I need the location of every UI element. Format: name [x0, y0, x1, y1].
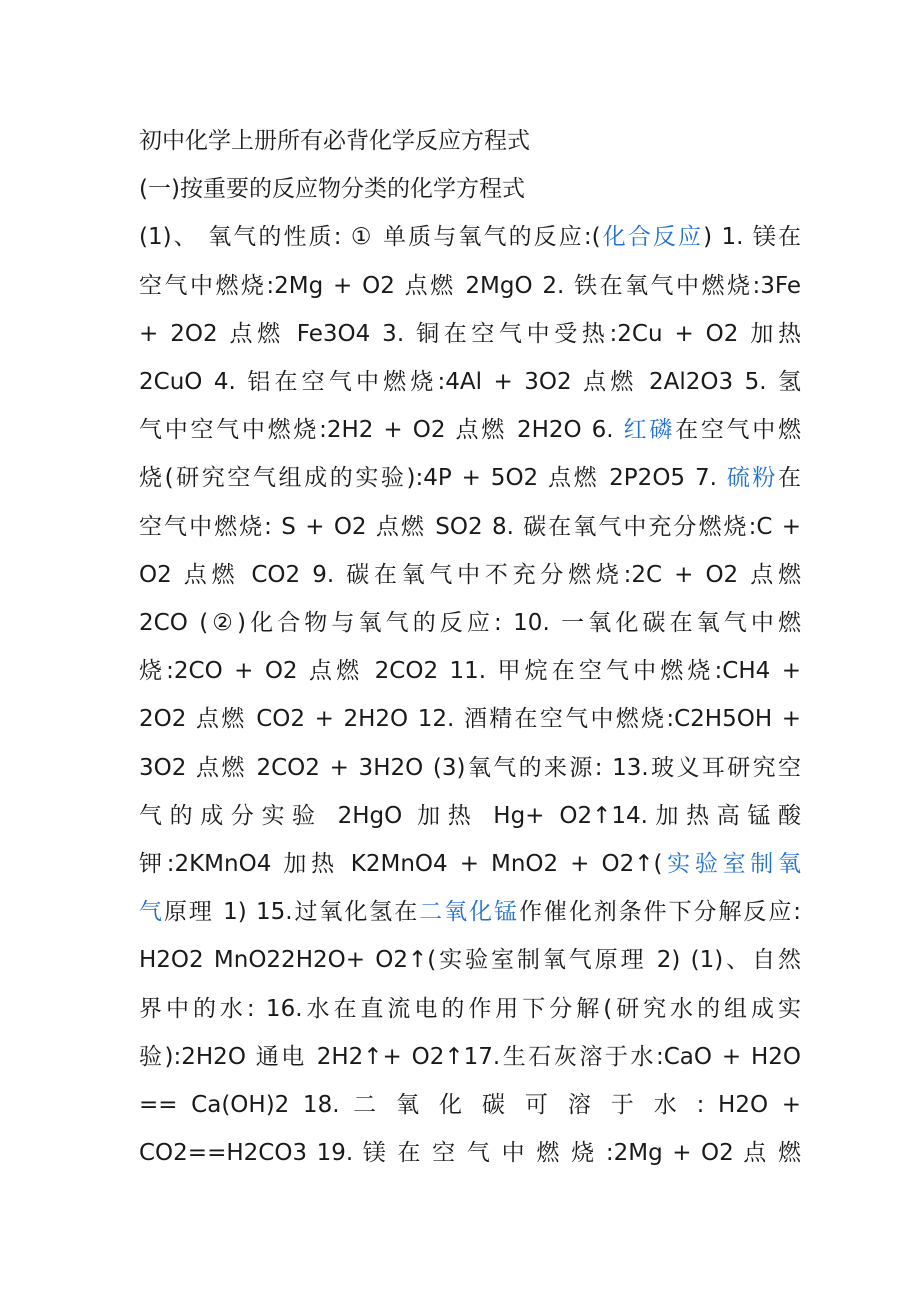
body-line-5: 气中空气中燃烧:2H2 + O2 点燃 2H2O 6. 红磷在空气中燃	[139, 417, 801, 444]
body-line-15: 气原理 1) 15.过氧化氢在二氧化锰作催化剂条件下分解反应:	[139, 899, 801, 926]
link-shi-yan-shi-zhi-yang-part1[interactable]: 实验室制氧	[662, 851, 801, 878]
body-line-7: 空气中燃烧: S + O2 点燃 SO2 8. 碳在氧气中充分燃烧:C +	[139, 513, 801, 540]
body-line-2: 空气中燃烧:2Mg + O2 点燃 2MgO 2. 铁在氧气中燃烧:3Fe	[139, 272, 801, 299]
body-line-8: O2 点燃 CO2 9. 碳在氧气中不充分燃烧:2C + O2 点燃	[139, 561, 801, 588]
document-subtitle: (一)按重要的反应物分类的化学方程式	[139, 176, 525, 203]
document-body	[139, 213, 801, 1177]
body-line-14: 钾:2KMnO4 加热 K2MnO4 + MnO2 + O2↑(实验室制氧	[139, 851, 801, 878]
link-shi-yan-shi-zhi-yang-part2[interactable]: 气	[139, 899, 164, 926]
body-line-1: (1)、 氧气的性质: ① 单质与氧气的反应:(化合反应) 1. 镁在	[139, 224, 801, 251]
body-line-17: 界中的水: 16.水在直流电的作用下分解(研究水的组成实	[139, 995, 801, 1022]
body-line-3: + 2O2 点燃 Fe3O4 3. 铜在空气中受热:2Cu + O2 加热	[139, 320, 801, 347]
body-line-10: 烧:2CO + O2 点燃 2CO2 11. 甲烷在空气中燃烧:CH4 +	[139, 658, 801, 685]
link-hong-lin[interactable]: 红磷	[623, 417, 676, 444]
link-liu-fen[interactable]: 硫粉	[726, 465, 778, 492]
link-hua-he-fan-ying[interactable]: 化合反应	[600, 224, 704, 251]
document-title: 初中化学上册所有必背化学反应方程式	[139, 128, 530, 154]
body-line-9: 2CO (②)化合物与氧气的反应: 10. 一氧化碳在氧气中燃	[139, 610, 801, 637]
body-line-13: 气的成分实验 2HgO 加热 Hg+ O2↑14.加热高锰酸	[139, 802, 801, 829]
body-line-20: CO2==H2CO3 19. 镁 在 空 气 中 燃 烧 :2Mg + O2 点 燃	[139, 1140, 801, 1167]
body-line-11: 2O2 点燃 CO2 + 2H2O 12. 酒精在空气中燃烧:C2H5OH +	[139, 706, 801, 733]
body-line-16: H2O2 MnO22H2O+ O2↑(实验室制氧气原理 2) (1)、自然	[139, 947, 801, 974]
body-line-4: 2CuO 4. 铝在空气中燃烧:4Al + 3O2 点燃 2Al2O3 5. 氢	[139, 369, 801, 396]
body-line-12: 3O2 点燃 2CO2 + 3H2O (3)氧气的来源: 13.玻义耳研究空	[139, 754, 801, 781]
link-er-yang-hua-meng[interactable]: 二氧化锰	[419, 899, 519, 926]
body-line-19: == Ca(OH)2 18. 二 氧 化 碳 可 溶 于 水 : H2O +	[139, 1092, 801, 1119]
body-line-18: 验):2H2O 通电 2H2↑+ O2↑17.生石灰溶于水:CaO + H2O	[139, 1043, 801, 1070]
body-line-6: 烧(研究空气组成的实验):4P + 5O2 点燃 2P2O5 7. 硫粉在	[139, 465, 801, 492]
document-page	[139, 117, 801, 1177]
